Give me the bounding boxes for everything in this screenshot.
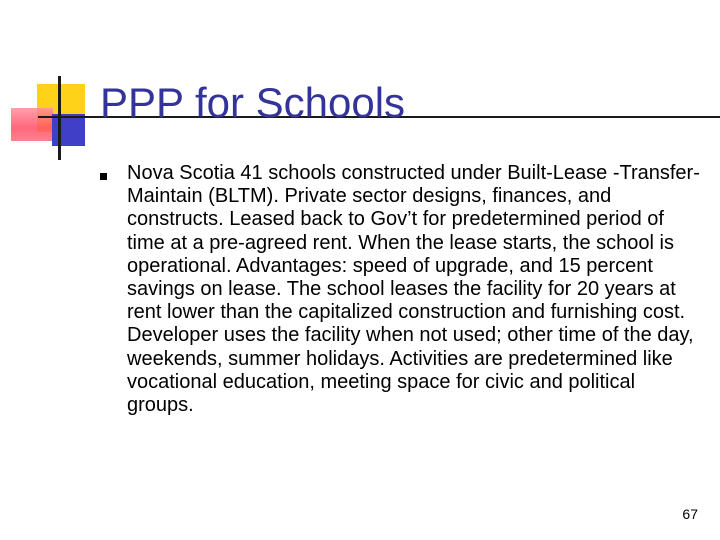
square-bullet-icon [100, 162, 127, 180]
logo-vertical-line [58, 76, 61, 160]
bullet-text: Nova Scotia 41 schools constructed under Built-Lease -Transfer-Maintain (BLTM). Private sector designs, finances, and constructs. Leased back to Gov’t for predetermined period of time at a pre-agreed rent. When the lease starts, the school is operational. Advantages: speed of upgrade, and 15 percent savings on lease. The school leases the facility for 20 years at rent lower than the capitalized construction and furnishing cost. Developer uses the facility when not used; other time of the day, weekends, summer holidays. Activities are predetermined like vocational education, meeting space for civic and political groups. [127, 162, 700, 417]
bullet-list [100, 162, 700, 417]
page-number: 67 [682, 506, 698, 522]
slide-title: PPP for Schools [100, 79, 406, 126]
bullet-item [100, 162, 700, 417]
logo-blue-square [52, 114, 85, 146]
logo-red-square [11, 108, 53, 141]
